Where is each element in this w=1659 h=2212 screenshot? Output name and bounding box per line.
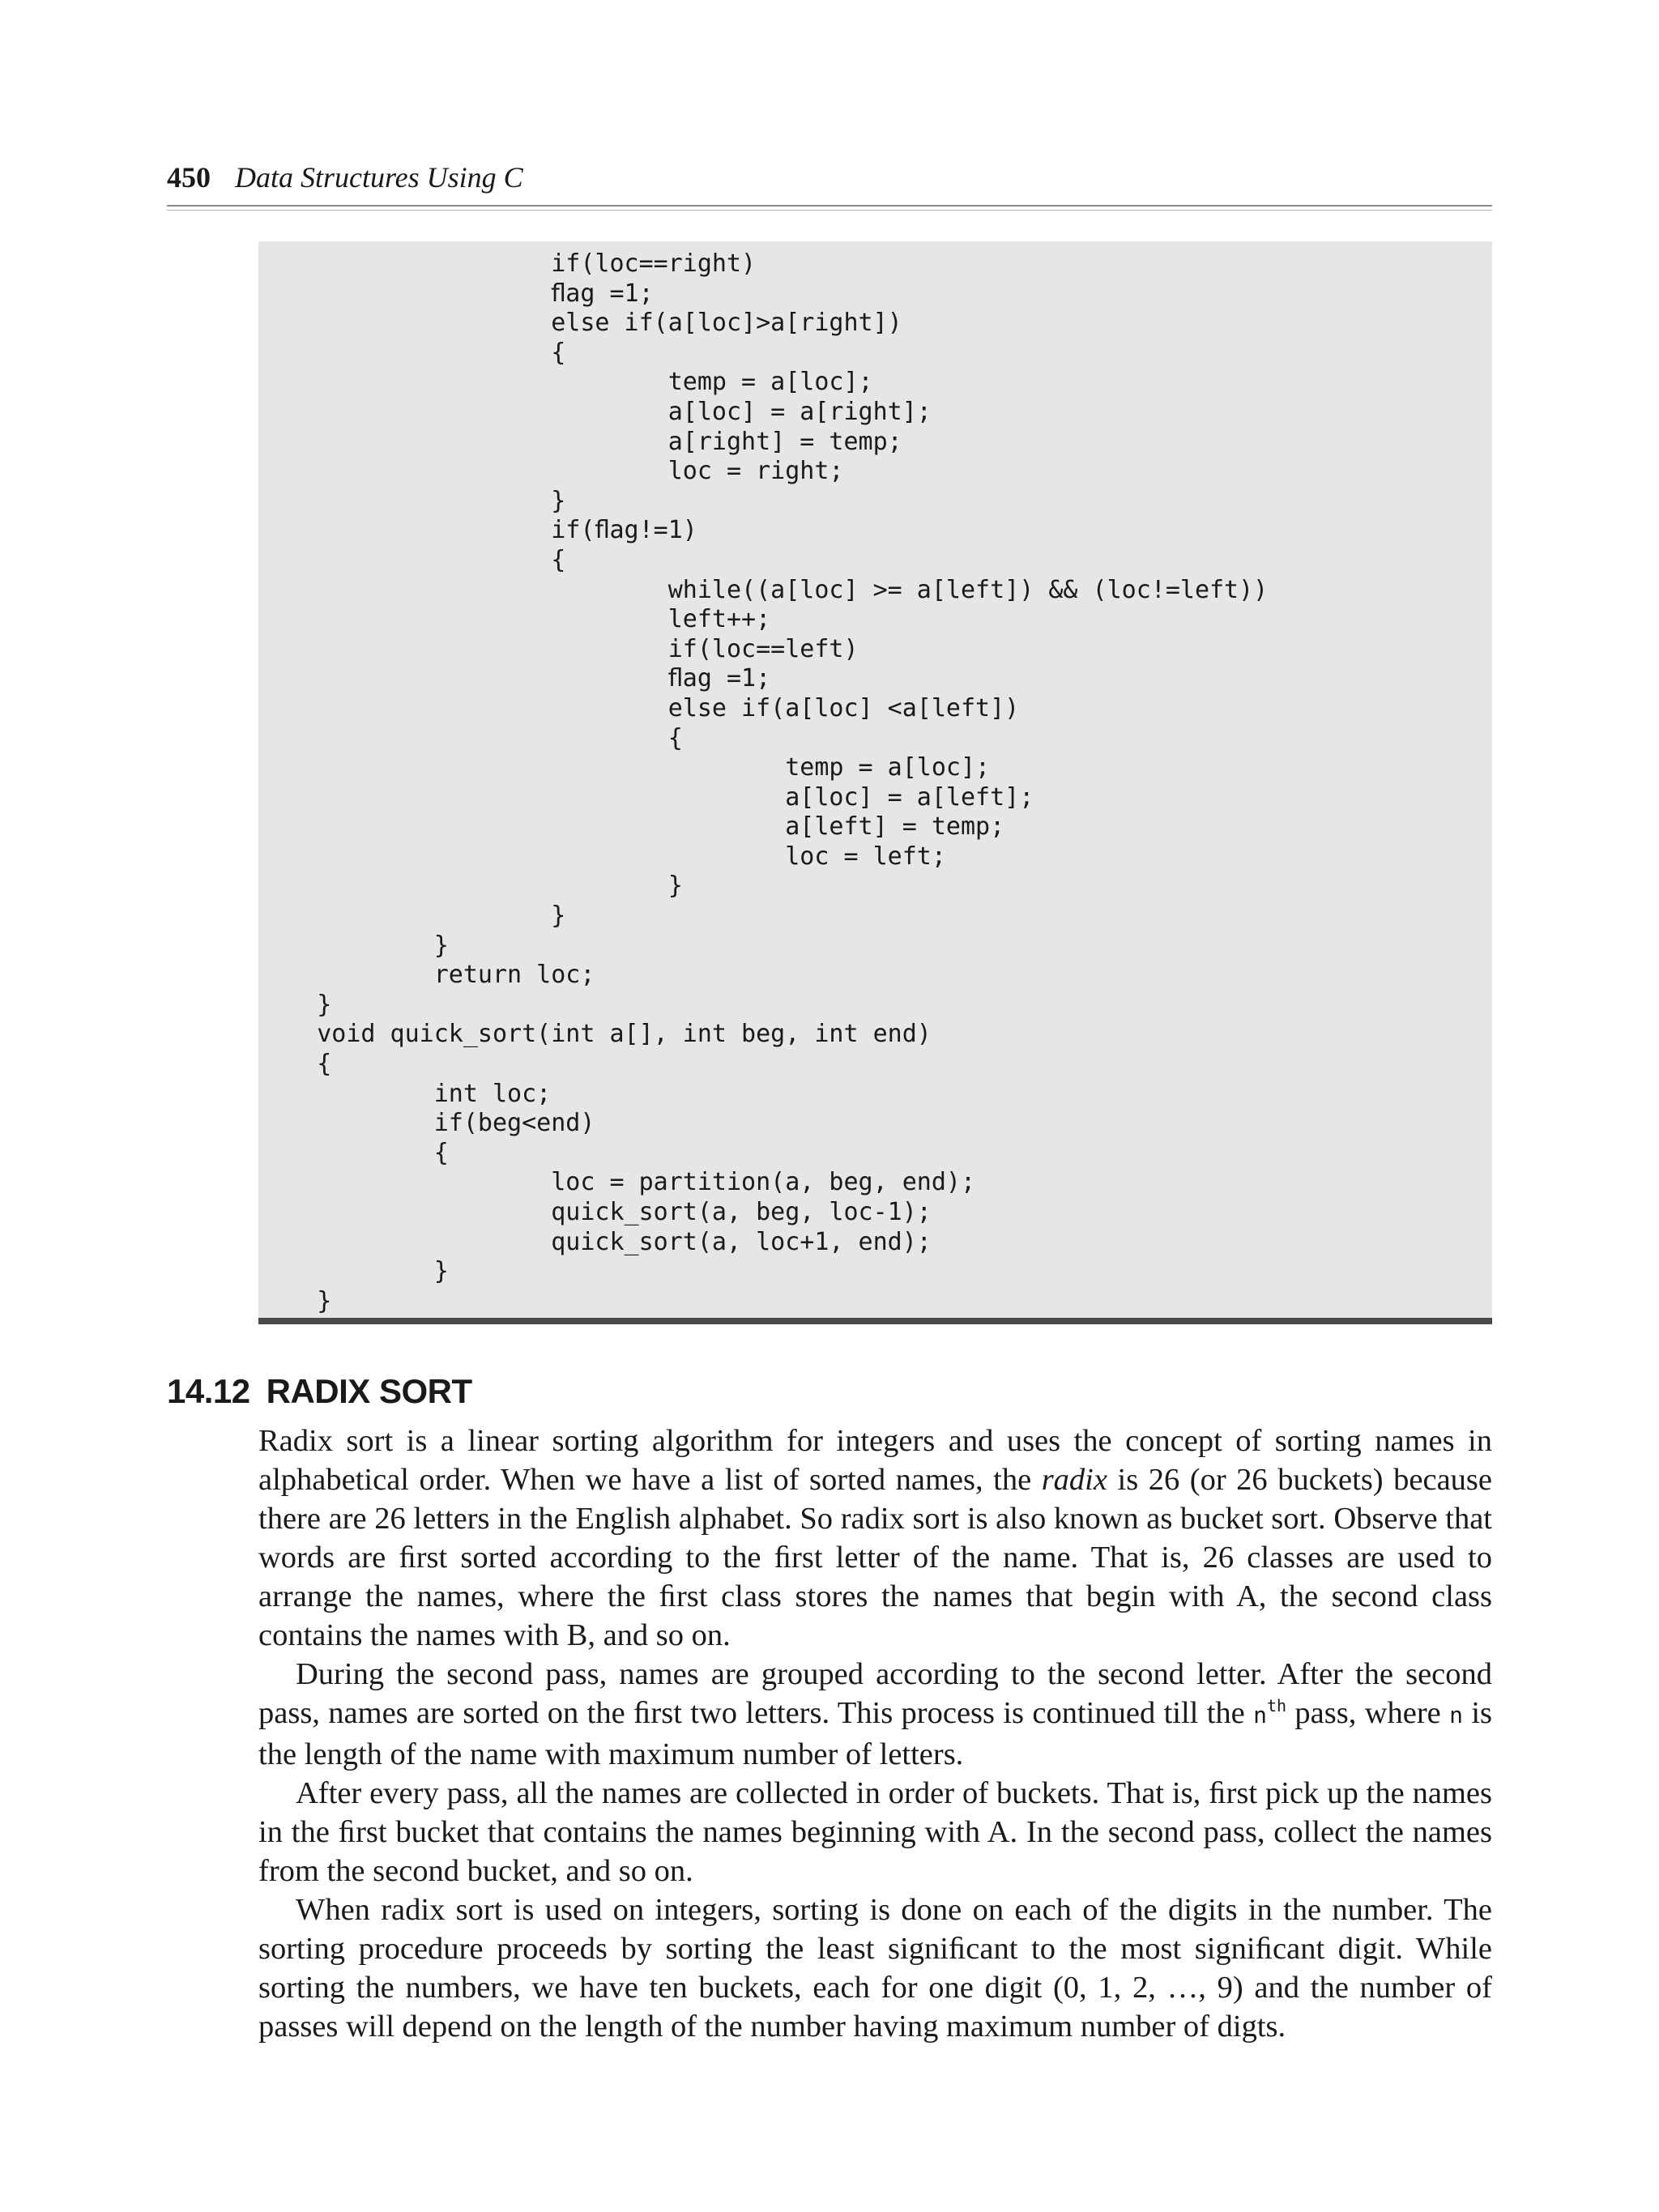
- code-line: }: [258, 1257, 449, 1286]
- code-line: {: [258, 1050, 332, 1079]
- section-heading: [167, 1369, 472, 1414]
- code-line: ﬂag =1;: [258, 664, 771, 693]
- code-line: loc = left;: [258, 842, 946, 871]
- code-line: a[left] = temp;: [258, 812, 1005, 842]
- code-line: }: [258, 872, 683, 901]
- radix-term: radix: [1041, 1463, 1107, 1497]
- code-line: {: [258, 1138, 449, 1167]
- code-line: temp = a[loc];: [258, 368, 873, 397]
- code-line: }: [258, 901, 566, 931]
- code-line: if(loc==right): [258, 249, 757, 278]
- variable-n: n: [1449, 1702, 1463, 1728]
- paragraph-2-text-c: is the length of the name with maximum number of letters.: [258, 1696, 1493, 1771]
- paragraph-2: [258, 1655, 1492, 1774]
- paragraph-2-text-a: During the second pass, names are grouped according to the second letter. After the second pass, names are sorted on the ﬁrst two letters. This process is continued till the: [258, 1657, 1492, 1730]
- running-header: [167, 157, 1492, 198]
- code-line: if(ﬂag!=1): [258, 516, 697, 545]
- book-title: Data Structures Using C: [235, 161, 523, 194]
- code-line: {: [258, 723, 683, 752]
- section-number: 14.12: [167, 1372, 250, 1410]
- header-rule: [167, 205, 1492, 207]
- code-line: temp = a[loc];: [258, 753, 991, 782]
- code-line: quick_sort(a, loc+1, end);: [258, 1227, 932, 1256]
- code-line: return loc;: [258, 961, 595, 990]
- section-title: RADIX SORT: [266, 1372, 472, 1410]
- code-line: }: [258, 931, 449, 960]
- variable-n: n: [1253, 1702, 1267, 1728]
- code-line: left++;: [258, 605, 771, 634]
- code-line: }: [258, 990, 332, 1019]
- code-line: }: [258, 1286, 332, 1315]
- code-line: while((a[loc] >= a[left]) && (loc!=left)): [258, 575, 1269, 604]
- paragraph-2-text-b: pass, where: [1286, 1696, 1450, 1730]
- code-line: quick_sort(a, beg, loc-1);: [258, 1198, 932, 1226]
- code-listing: [258, 241, 1492, 1324]
- code-line: else if(a[loc] <a[left]): [258, 693, 1020, 722]
- code-line: loc = right;: [258, 457, 844, 486]
- code-line: loc = partition(a, beg, end);: [258, 1168, 976, 1197]
- paragraph-1-text-a: Radix sort is a linear sorting algorithm for integers and uses the concept of sorting names in alphabetical order. When we have a list of sorted names, the: [258, 1424, 1492, 1497]
- code-lines: [258, 249, 1268, 1316]
- code-line: int loc;: [258, 1079, 552, 1108]
- code-line: {: [258, 338, 566, 367]
- code-line: else if(a[loc]>a[right]): [258, 309, 902, 338]
- header-rule-thin: [167, 210, 1492, 211]
- code-line: void quick_sort(int a[], int beg, int end): [258, 1020, 932, 1049]
- code-line: {: [258, 545, 566, 574]
- superscript-th: th: [1266, 1696, 1287, 1716]
- paragraph-1-text-b: is 26 (or 26 buckets) because there are 26 letters in the English alphabet. So radix sort is also known as bucket sort. Observe that words are ﬁrst sorted according to the ﬁrst letter of the name. That is, 26 classes are used to arrange the names, where the ﬁrst class stores the names that begin with A, the second class contains the names with B, and so on.: [258, 1463, 1492, 1652]
- code-line: a[loc] = a[right];: [258, 397, 932, 426]
- code-line: a[loc] = a[left];: [258, 782, 1034, 812]
- code-line: }: [258, 486, 566, 515]
- code-line: a[right] = temp;: [258, 427, 902, 456]
- body-text: [258, 1421, 1492, 2046]
- paragraph-4: When radix sort is used on integers, sorting is done on each of the digits in the number. The sorting procedure proceeds by sorting the least signiﬁcant to the most signiﬁcant digit. While sorting the numbers, we have ten buckets, each for one digit (0, 1, 2, …, 9) and the number of passes will depend on the length of the number having maximum number of digts.: [258, 1893, 1492, 2044]
- page-number: 450: [167, 161, 211, 194]
- paragraph-3: After every pass, all the names are collected in order of buckets. That is, ﬁrst pick up the names in the ﬁrst bucket that contains the names beginning with A. In the second pass, collect the names from the second bucket, and so on.: [258, 1776, 1492, 1888]
- code-line: ﬂag =1;: [258, 279, 654, 308]
- paragraph-1: [258, 1421, 1492, 1655]
- code-line: if(loc==left): [258, 634, 859, 663]
- code-line: if(beg<end): [258, 1109, 595, 1138]
